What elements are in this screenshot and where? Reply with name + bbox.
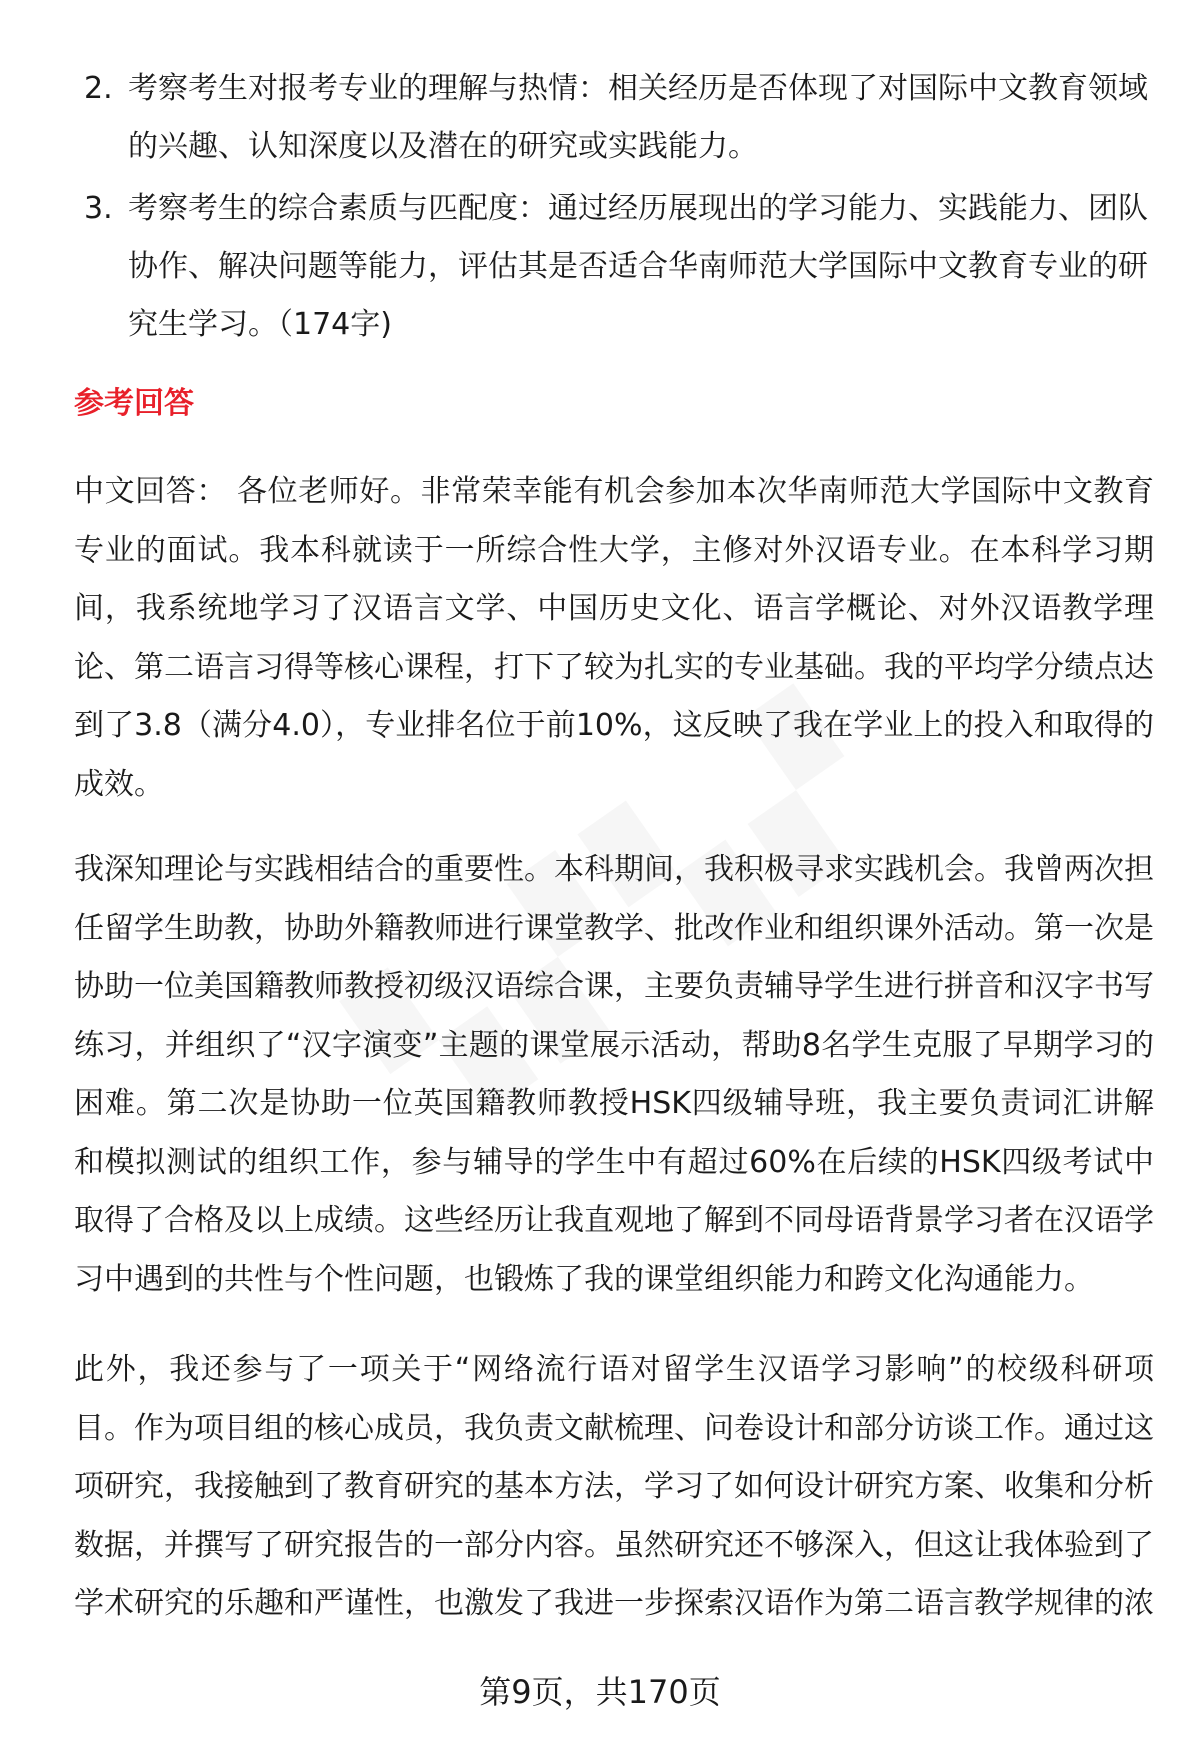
list-item-number: 2.: [84, 71, 113, 106]
numbered-list: [74, 60, 1154, 354]
paragraph: 中文回答： 各位老师好。非常荣幸能有机会参加本次华南师范大学国际中文教育专业的面试。我本科就读于一所综合性大学，主修对外汉语专业。在本科学习期间，我系统地学习了汉语言文学、中国历史文化、语言学概论、对外汉语教学理论、第二语言习得等核心课程，打下了较为扎实的专业基础。我的平均学分绩点达到了3.8（满分4.0），专业排名位于前10%，这反映了我在学业上的投入和取得的成效。: [74, 474, 1154, 802]
page-footer: 第9页，共170页: [479, 1673, 721, 1711]
section-title: 参考回答: [74, 386, 194, 421]
list-item: [74, 180, 1154, 354]
list-item-number: 3.: [84, 191, 113, 226]
list-item: [74, 60, 1154, 176]
list-item-text: 考察考生对报考专业的理解与热情：相关经历是否体现了对国际中文教育领域的兴趣、认知深度以及潜在的研究或实践能力。: [128, 71, 1148, 164]
paragraph: 我深知理论与实践相结合的重要性。本科期间，我积极寻求实践机会。我曾两次担任留学生助教，协助外籍教师进行课堂教学、批改作业和组织课外活动。第一次是协助一位美国籍教师教授初级汉语综合课，主要负责辅导学生进行拼音和汉字书写练习，并组织了“汉字演变”主题的课堂展示活动，帮助8名学生克服了早期学习的困难。第二次是协助一位英国籍教师教授HSK四级辅导班，我主要负责词汇讲解和模拟测试的组织工作，参与辅导的学生中有超过60%在后续的HSK四级考试中取得了合格及以上成绩。这些经历让我直观地了解到不同母语背景学习者在汉语学习中遇到的共性与个性问题，也锻炼了我的课堂组织能力和跨文化沟通能力。: [74, 852, 1154, 1297]
list-item-text: 考察考生的综合素质与匹配度：通过经历展现出的学习能力、实践能力、团队协作、解决问题等能力，评估其是否适合华南师范大学国际中文教育专业的研究生学习。（174字): [128, 191, 1148, 342]
paragraph: 此外，我还参与了一项关于“网络流行语对留学生汉语学习影响”的校级科研项目。作为项目组的核心成员，我负责文献梳理、问卷设计和部分访谈工作。通过这项研究，我接触到了教育研究的基本方法，学习了如何设计研究方案、收集和分析数据，并撰写了研究报告的一部分内容。虽然研究还不够深入，但这让我体验到了学术研究的乐趣和严谨性，也激发了我进一步探索汉语作为第二语言教学规律的浓: [74, 1352, 1154, 1621]
